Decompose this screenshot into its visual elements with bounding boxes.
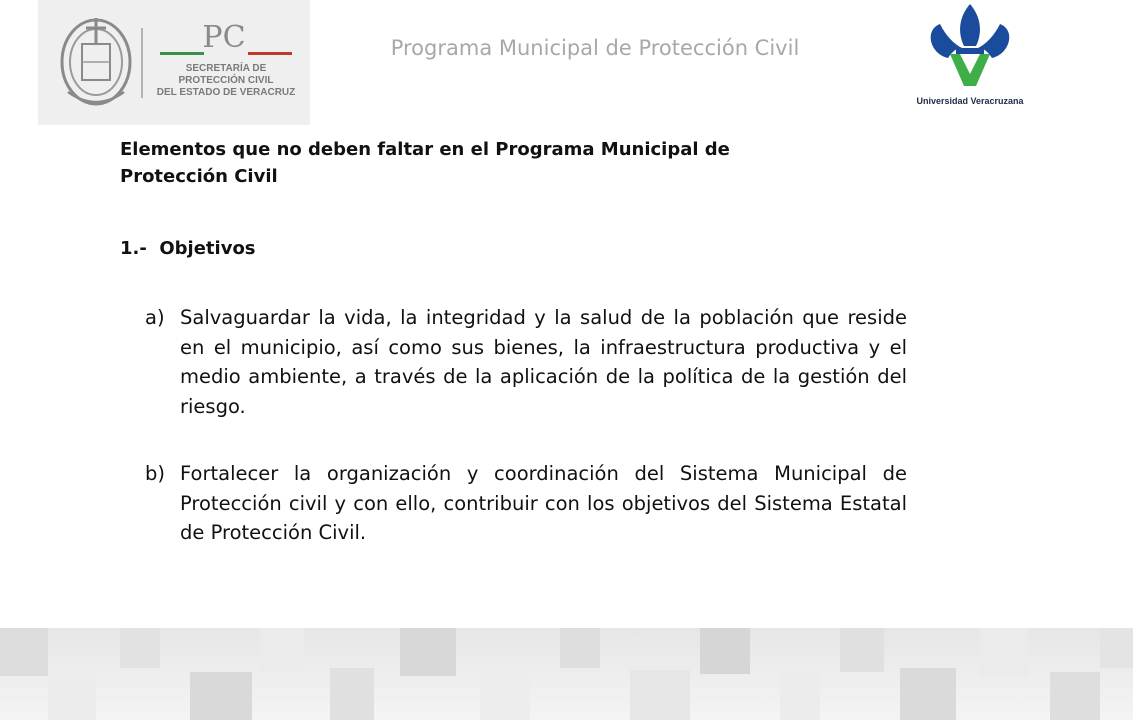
footer-tile [840, 628, 884, 672]
footer-tile [560, 628, 600, 668]
footer-tile [400, 628, 456, 676]
footer-tile [480, 674, 530, 720]
objective-marker: b) [145, 462, 165, 485]
logo-line-1: SECRETARÍA DE [185, 63, 267, 74]
footer-decorative-band [0, 628, 1133, 720]
footer-tile [780, 672, 820, 720]
footer-tile [120, 628, 160, 668]
section-title: Elementos que no deben faltar en el Programa Municipal de Protección Civil [120, 139, 730, 187]
objective-text: Salvaguardar la vida, la integridad y la salud de la población que reside en el municipio, así como sus bienes, la infraestructura productiva y el medio ambiente, a través de la aplicación de la política de la gestión del riesgo. [180, 306, 907, 418]
footer-tile [630, 670, 690, 720]
header-title: Programa Municipal de Protección Civil [390, 36, 800, 60]
footer-tile [0, 628, 48, 676]
footer-tile [700, 628, 750, 674]
footer-tile [1100, 628, 1133, 668]
objective-item-b [145, 459, 907, 548]
objective-text: Fortalecer la organización y coordinación del Sistema Municipal de Protección civil y con ello, contribuir con los objetivos del Sistema Estatal de Protección Civil. [180, 462, 907, 544]
footer-tile [190, 672, 252, 720]
objectives-heading: 1.- Objetivos [120, 238, 256, 259]
secretaria-proteccion-civil-logo [38, 0, 310, 125]
logo-line-3: DEL ESTADO DE VERACRUZ [156, 87, 296, 98]
fleur-de-lis-icon [900, 0, 1040, 96]
pc-initials: PC [202, 20, 246, 55]
universidad-veracruzana-caption: Universidad Veracruzana [916, 96, 1024, 106]
objective-marker: a) [145, 306, 165, 329]
objective-item-a [145, 303, 907, 421]
universidad-veracruzana-logo [900, 0, 1040, 112]
footer-tile [330, 668, 374, 720]
footer-tile [900, 668, 956, 720]
logo-line-2: PROTECCIÓN CIVIL [178, 75, 274, 86]
footer-tile [1050, 672, 1100, 720]
footer-tile [980, 628, 1028, 676]
footer-tile [260, 628, 304, 672]
footer-tile [48, 674, 96, 720]
